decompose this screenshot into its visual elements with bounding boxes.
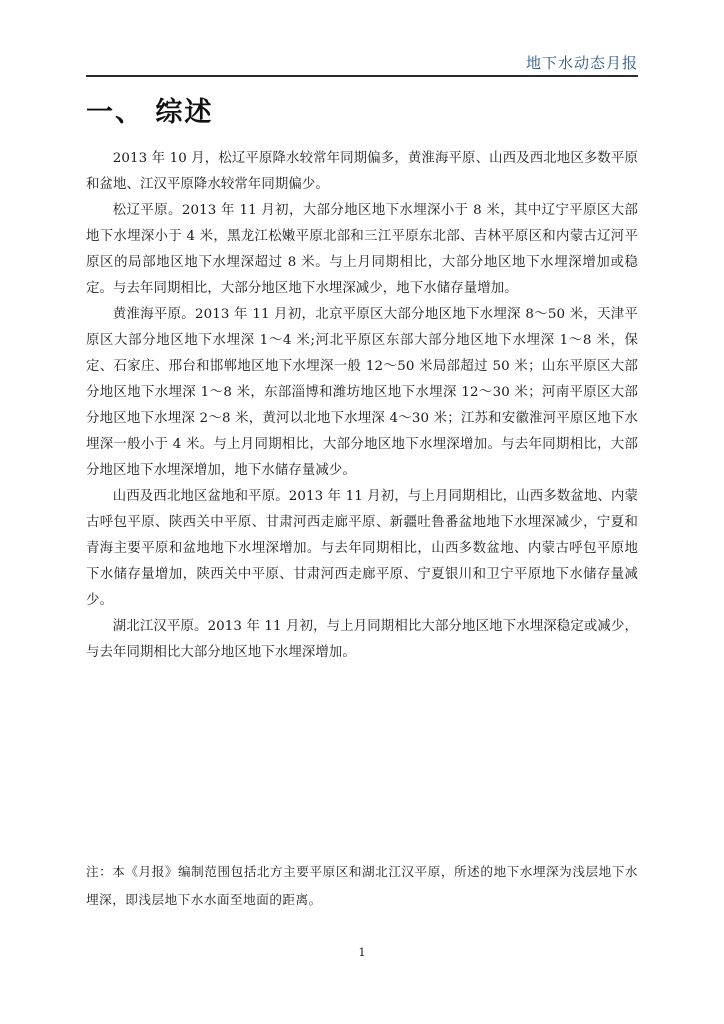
paragraph-huanghuaihai: 黄淮海平原。2013 年 11 月初，北京平原区大部分地区地下水埋深 8～50 米，天津平原区大部分地区地下水埋深 1～4 米;河北平原区东部大部分地区地下水埋深 1～8 米，保定、石家庄、邢台和邯郸地区地下水埋深一般 12～50 米局部超过 50 米；山东平原区大部分地区地下水埋深 1～8 米，东部淄博和潍坊地区地下水埋深 12～30 米；河南平原区大部分地区地下水埋深 2～8 米，黄河以北地下水埋深 4～30 米；江苏和安徽淮河平原区地下水埋深一般小于 4 米。与上月同期相比，大部分地区地下水埋深增加。与去年同期相比，大部分地区地下水埋深增加，地下水储存量减少。 bbox=[86, 307, 638, 478]
footnote: 注：本《月报》编制范围包括北方主要平原区和湖北江汉平原，所述的地下水埋深为浅层地下水埋深，即浅层地下水水面至地面的距离。 bbox=[86, 864, 638, 907]
section-heading: 一、 综述 bbox=[86, 97, 214, 128]
paragraph-overview: 2013 年 10 月，松辽平原降水较常年同期偏多，黄淮海平原、山西及西北地区多数平原和盆地、江汉平原降水较常年同期偏少。 bbox=[86, 151, 638, 192]
header-title: 地下水动态月报 bbox=[525, 54, 638, 72]
paragraph-songliao: 松辽平原。2013 年 11 月初，大部分地区地下水埋深小于 8 米，其中辽宁平原区大部地下水埋深小于 4 米，黑龙江松嫩平原北部和三江平原东北部、吉林平原区和内蒙古辽河平原区的局部地区地下水埋深超过 8 米。与上月同期相比，大部分地区地下水埋深增加或稳定。与去年同期相比，大部分地区地下水埋深减少，地下水储存量增加。 bbox=[86, 203, 638, 296]
paragraph-jianghan: 湖北江汉平原。2013 年 11 月初，与上月同期相比大部分地区地下水埋深稳定或减少，与去年同期相比大部分地区地下水埋深增加。 bbox=[86, 619, 638, 660]
paragraph-shanxi-northwest: 山西及西北地区盆地和平原。2013 年 11 月初，与上月同期相比，山西多数盆地、内蒙古呼包平原、陕西关中平原、甘肃河西走廊平原、新疆吐鲁番盆地地下水埋深减少，宁夏和青海主要平原和盆地地下水埋深增加。与去年同期相比，山西多数盆地、内蒙古呼包平原地下水储存量增加，陕西关中平原、甘肃河西走廊平原、宁夏银川和卫宁平原地下水储存量减少。 bbox=[86, 489, 638, 608]
page-number: 1 bbox=[358, 946, 366, 959]
header-rule bbox=[86, 75, 638, 77]
body-text bbox=[86, 146, 638, 666]
